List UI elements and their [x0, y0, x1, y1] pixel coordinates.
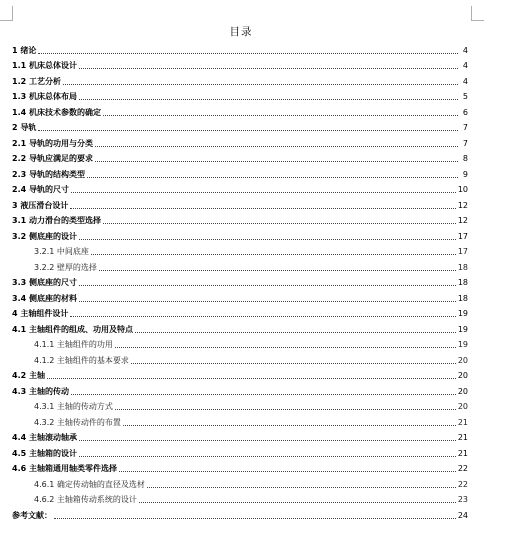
toc-entry-page-number: 12	[457, 200, 468, 210]
toc-entry-label: 3.3 侧底座的尺寸	[12, 278, 77, 287]
toc-entry-label: 2.1 导轨的功用与分类	[12, 138, 93, 148]
toc-entry-label: 1.3 机床总体布局	[12, 92, 77, 101]
toc-entry-page-number: 7	[462, 123, 468, 132]
toc-entry-label: 4 主轴组件设计	[12, 309, 69, 318]
toc-entry[interactable]	[12, 195, 468, 211]
toc-dot-leader	[139, 501, 456, 503]
toc-entry-page-number: 19	[457, 324, 468, 334]
toc-entry-page-number: 4	[462, 76, 468, 86]
toc-dot-leader	[103, 222, 456, 224]
toc-entry-label: 4.3.1 主轴的传动方式	[34, 402, 113, 411]
toc-entry[interactable]	[12, 226, 468, 242]
toc-entry-label: 4.6 主轴箱通用轴类零件选择	[12, 464, 117, 473]
toc-entry-page-number: 24	[457, 510, 468, 520]
toc-entry-label: 4.5 主轴箱的设计	[12, 448, 77, 458]
toc-entry[interactable]	[12, 56, 468, 72]
toc-entry[interactable]	[12, 366, 468, 382]
toc-entry-page-number: 4	[462, 61, 468, 70]
toc-entry[interactable]	[12, 443, 468, 459]
toc-dot-leader	[115, 408, 456, 410]
toc-dot-leader	[70, 207, 455, 209]
toc-dot-leader	[91, 253, 456, 255]
toc-dot-leader	[70, 315, 455, 317]
toc-entry-label: 2.3 导轨的结构类型	[12, 169, 85, 179]
toc-entry[interactable]	[12, 474, 468, 490]
toc-entry-label: 2 导轨	[12, 123, 37, 132]
toc-entry-label: 3.2 侧底座的设计	[12, 231, 77, 241]
toc-entry-label: 3.4 侧底座的材料	[12, 293, 77, 303]
toc-entry-label: 4.1.1 主轴组件的功用	[34, 340, 113, 349]
toc-entry-page-number: 18	[457, 262, 468, 272]
toc-entry-page-number: 21	[457, 448, 468, 458]
toc-entry-label: 4.4 主轴滚动轴承	[12, 433, 77, 442]
toc-entry-page-number: 7	[462, 138, 468, 148]
toc-entry-page-number: 10	[457, 185, 468, 194]
toc-entry-page-number: 23	[457, 495, 468, 504]
toc-entry-page-number: 19	[457, 340, 468, 349]
toc-entry-label: 3.2.1 中间底座	[34, 247, 89, 256]
toc-dot-leader	[79, 98, 458, 100]
toc-entry-label: 4.1 主轴组件的组成、功用及特点	[12, 324, 133, 334]
toc-dot-leader	[99, 269, 456, 271]
toc-entry-label: 2.2 导轨应满足的要求	[12, 154, 93, 163]
toc-dot-leader	[71, 393, 456, 395]
toc-dot-leader	[95, 160, 458, 162]
toc-dot-leader	[115, 346, 456, 348]
toc-entry-page-number: 18	[457, 293, 468, 303]
toc-entry-page-number: 4	[462, 45, 468, 55]
toc-entry[interactable]	[12, 102, 468, 118]
toc-dot-leader	[95, 145, 458, 147]
toc-entry-label: 4.3 主轴的传动	[12, 386, 69, 396]
toc-title: 目录	[229, 26, 253, 38]
toc-entry-label: 3.1 动力滑台的类型选择	[12, 216, 101, 225]
toc-entry-page-number: 8	[462, 154, 468, 163]
toc-entry[interactable]	[12, 257, 468, 273]
toc-dot-leader	[63, 83, 458, 85]
toc-entry-label: 3.2.2 壁厚的选择	[34, 262, 97, 272]
toc-dot-leader	[131, 362, 456, 364]
toc-entry-label: 1.4 机床技术参数的确定	[12, 107, 101, 117]
toc-dot-leader	[79, 439, 456, 441]
toc-entry[interactable]	[12, 180, 468, 196]
toc-entry[interactable]	[12, 459, 468, 475]
toc-dot-leader	[119, 470, 456, 472]
toc-entry-label: 1 绪论	[12, 45, 37, 55]
toc-entry-page-number: 17	[457, 247, 468, 256]
toc-entry-label: 3 液压滑台设计	[12, 200, 69, 210]
toc-entry[interactable]	[12, 273, 468, 289]
toc-entry[interactable]	[12, 350, 468, 366]
toc-dot-leader	[54, 517, 456, 519]
toc-dot-leader	[71, 191, 456, 193]
toc-entry[interactable]	[12, 211, 468, 227]
toc-dot-leader	[79, 238, 456, 240]
toc-entry-label: 参考文献：	[12, 510, 52, 520]
toc-entry[interactable]	[12, 428, 468, 444]
toc-entry[interactable]	[12, 133, 468, 149]
toc-entry-label: 4.2 主轴	[12, 371, 45, 380]
toc-entry-page-number: 20	[457, 371, 468, 380]
toc-dot-leader	[79, 300, 456, 302]
toc-entry[interactable]	[12, 40, 468, 56]
toc-entry-page-number: 22	[457, 479, 468, 489]
toc-entry[interactable]	[12, 242, 468, 258]
toc-entry-page-number: 21	[457, 417, 468, 427]
toc-entry-label: 1.2 工艺分析	[12, 76, 61, 86]
toc-dot-leader	[123, 424, 456, 426]
toc-entry[interactable]	[12, 412, 468, 428]
toc-entry[interactable]	[12, 118, 468, 134]
toc-entry[interactable]	[12, 288, 468, 304]
toc-entry-label: 2.4 导轨的尺寸	[12, 185, 69, 194]
toc-entry-label: 4.6.2 主轴箱传动系统的设计	[34, 495, 137, 504]
toc-entry-page-number: 18	[457, 278, 468, 287]
toc-entry-label: 4.1.2 主轴组件的基本要求	[34, 355, 129, 365]
toc-entry[interactable]	[12, 397, 468, 413]
toc-dot-leader	[47, 377, 456, 379]
toc-entry[interactable]	[12, 71, 468, 87]
toc-entry-page-number: 21	[457, 433, 468, 442]
toc-dot-leader	[135, 331, 456, 333]
toc-entry-page-number: 19	[457, 309, 468, 318]
toc-entry-page-number: 6	[462, 107, 468, 117]
toc-entry[interactable]	[12, 304, 468, 320]
toc-entry-page-number: 12	[457, 216, 468, 225]
toc-dot-leader	[147, 486, 456, 488]
crop-mark-top-right	[471, 6, 484, 21]
toc-entry[interactable]	[12, 319, 468, 335]
toc-entry-page-number: 9	[462, 169, 468, 179]
toc-dot-leader	[38, 129, 458, 131]
toc-entry[interactable]	[12, 164, 468, 180]
toc-entry-page-number: 20	[457, 386, 468, 396]
toc-entry[interactable]	[12, 490, 468, 506]
toc-dot-leader	[103, 114, 458, 116]
toc-entry-page-number: 17	[457, 231, 468, 241]
toc-dot-leader	[38, 52, 458, 54]
toc-entry[interactable]	[12, 335, 468, 351]
toc-entry-page-number: 20	[457, 355, 468, 365]
toc-entry[interactable]	[12, 381, 468, 397]
toc-entry[interactable]	[12, 87, 468, 103]
toc-dot-leader	[87, 176, 458, 178]
toc-entry-page-number: 5	[462, 92, 468, 101]
crop-mark-top-left	[0, 6, 13, 21]
toc-entry-page-number: 22	[457, 464, 468, 473]
toc-entry-label: 4.6.1 确定传动轴的直径及选材	[34, 479, 145, 489]
toc-entry[interactable]	[12, 505, 468, 521]
toc-dot-leader	[79, 67, 458, 69]
table-of-contents	[12, 40, 468, 521]
toc-entry-label: 1.1 机床总体设计	[12, 61, 77, 70]
toc-entry[interactable]	[12, 149, 468, 165]
toc-entry-page-number: 20	[457, 402, 468, 411]
toc-entry-label: 4.3.2 主轴传动件的布置	[34, 417, 121, 427]
toc-dot-leader	[79, 284, 456, 286]
toc-dot-leader	[79, 455, 456, 457]
